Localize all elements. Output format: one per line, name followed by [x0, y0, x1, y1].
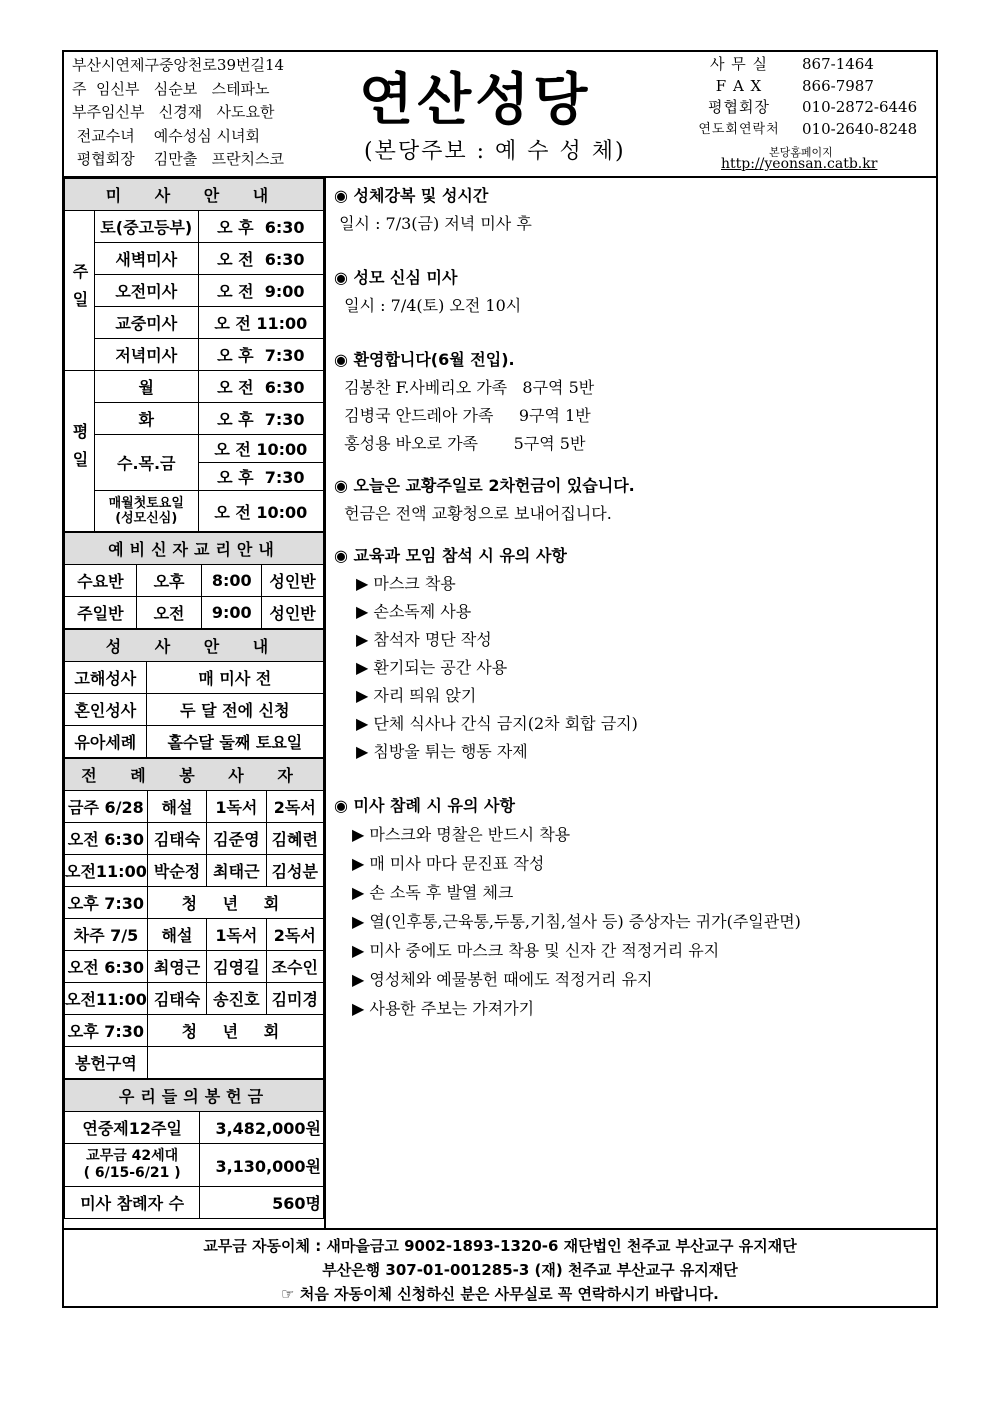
- liturgy-cell: 해설: [147, 791, 206, 823]
- notice-bullet: ▶ 매 미사 마다 문진표 작성: [352, 854, 545, 873]
- mass-name: 수.목.금: [94, 435, 198, 491]
- notices: [334, 182, 934, 1023]
- parish-info: [72, 54, 284, 172]
- liturgy-cell: 김준영: [207, 823, 266, 855]
- notice-line: 김병국 안드레아 가족 9구역 1반: [334, 406, 591, 425]
- contact-list: [684, 54, 934, 140]
- notice-line: 일시 : 7/4(토) 오전 10시: [334, 296, 522, 315]
- class-time: 8:00: [202, 565, 262, 597]
- class-ampm: 오후: [136, 565, 202, 597]
- offering-label: 연중제12주일: [65, 1112, 200, 1144]
- liturgy-cell: [147, 1047, 323, 1079]
- liturgy-cell: 2독서: [266, 791, 323, 823]
- liturgy-cell: 청 년 회: [147, 887, 323, 919]
- liturgy-cell: 오후 7:30: [65, 887, 148, 919]
- notice-meeting-rules: [334, 542, 934, 766]
- pastor-line: 주 임신부 심순보 스테파노: [72, 79, 270, 98]
- mass-name: 매월첫토요일 (성모신심): [94, 491, 198, 532]
- homepage-label: 본당홈페이지: [769, 146, 833, 159]
- sunday-label: 주일: [65, 211, 95, 371]
- liturgy-cell: 조수인: [266, 951, 323, 983]
- offering-amount: 3,130,000원: [200, 1144, 324, 1187]
- homepage-link[interactable]: http://yeonsan.catb.kr: [721, 156, 878, 172]
- footer-line: 교무금 자동이체 : 새마을금고 9002-1893-1320-6 재단법인 천주교 부산교구 유지재단: [203, 1237, 797, 1255]
- notice-title: ◉ 환영합니다(6월 전입).: [334, 350, 515, 369]
- notice-bullet: ▶ 단체 식사나 간식 금지(2차 회합 금지): [356, 714, 638, 733]
- offering-label: 미사 참례자 수: [65, 1187, 200, 1219]
- liturgy-cell: 김성분: [266, 855, 323, 887]
- notice-bullet: ▶ 손 소독 후 발열 체크: [352, 883, 514, 902]
- notice-title: ◉ 오늘은 교황주일로 2차헌금이 있습니다.: [334, 476, 635, 495]
- liturgy-cell: 오후 7:30: [65, 1015, 148, 1047]
- page-subtitle: (본당주보 : 예 수 성 체): [364, 139, 626, 164]
- notice-adoration: [334, 182, 934, 238]
- liturgy-cell: 해설: [147, 919, 206, 951]
- mass-name: 교중미사: [94, 307, 198, 339]
- sacrament-name: 고해성사: [65, 662, 147, 694]
- notice-title: ◉ 성체강복 및 성시간: [334, 186, 489, 205]
- notice-bullet: ▶ 마스크와 명찰은 반드시 착용: [352, 825, 571, 844]
- notice-bullet: ▶ 참석자 명단 작성: [356, 630, 492, 649]
- notice-title: ◉ 교육과 모임 참석 시 유의 사항: [334, 546, 567, 565]
- offering-section-title: 우리들의봉헌금: [65, 1080, 324, 1112]
- mass-name: 토(중고등부): [94, 211, 198, 243]
- liturgy-cell: 김영길: [207, 951, 266, 983]
- mass-name: 화: [94, 403, 198, 435]
- liturgy-cell: 청 년 회: [147, 1015, 323, 1047]
- bulletin-page: [62, 50, 938, 1308]
- sacrament-info: 두 달 전에 신청: [146, 694, 323, 726]
- notice-marian-mass: [334, 264, 934, 320]
- mass-time: 오 후 7:30: [198, 339, 323, 371]
- page-title: 연산성당: [359, 68, 592, 133]
- liturgy-cell: 1독서: [207, 919, 266, 951]
- contact-row: F A X 866-7987: [715, 76, 874, 95]
- liturgy-cell: 오전 6:30: [65, 951, 148, 983]
- mass-table: [64, 178, 324, 532]
- mass-time: 오 후 7:30: [198, 403, 323, 435]
- council-president-line: 평협회장 김만출 프란치스코: [72, 150, 285, 168]
- mass-time: 오 전 11:00: [198, 307, 323, 339]
- sacrament-section-title: 성 사 안 내: [65, 630, 324, 662]
- mass-time: 오 전 6:30: [198, 243, 323, 275]
- notice-title: ◉ 미사 참례 시 유의 사항: [334, 796, 515, 815]
- offering-amount: 3,482,000원: [200, 1112, 324, 1144]
- catechumen-table: [64, 532, 324, 629]
- notice-line: 김봉찬 F.사베리오 가족 8구역 5반: [334, 378, 595, 397]
- notice-title: ◉ 성모 신심 미사: [334, 268, 458, 287]
- mass-time: 오 후 7:30: [198, 463, 323, 491]
- notice-bullet: ▶ 손소독제 사용: [356, 602, 472, 621]
- notice-bullet: ▶ 영성체와 예물봉헌 때에도 적정거리 유지: [352, 970, 653, 989]
- sister-line: 전교수녀 예수성심 시녀회: [72, 126, 260, 145]
- mass-time: 오 전 9:00: [198, 275, 323, 307]
- liturgy-cell: 박순정: [147, 855, 206, 887]
- mass-name: 저녁미사: [94, 339, 198, 371]
- offering-label: 교무금 42세대 ( 6/15-6/21 ): [65, 1144, 200, 1187]
- class-name: 주일반: [65, 597, 137, 629]
- offering-amount: 560명: [200, 1187, 324, 1219]
- notice-mass-rules: [334, 792, 934, 1023]
- mass-time: 오 전 6:30: [198, 371, 323, 403]
- liturgy-cell: 송진호: [207, 983, 266, 1015]
- liturgy-cell: 김혜련: [266, 823, 323, 855]
- sacrament-name: 혼인성사: [65, 694, 147, 726]
- mass-time: 오 전 10:00: [198, 435, 323, 463]
- class-time: 9:00: [202, 597, 262, 629]
- notice-bullet: ▶ 열(인후통,근육통,두통,기침,설사 등) 증상자는 귀가(주일관면): [352, 912, 801, 931]
- mass-name: 월: [94, 371, 198, 403]
- liturgy-cell: 최태근: [207, 855, 266, 887]
- contact-row: 평협회장 010-2872-6446: [708, 98, 918, 116]
- footer-line: ☞ 처음 자동이체 신청하신 분은 사무실로 꼭 연락하시기 바랍니다.: [281, 1285, 719, 1303]
- notice-bullet: ▶ 미사 중에도 마스크 착용 및 신자 간 적정거리 유지: [352, 941, 720, 960]
- liturgy-cell: 차주 7/5: [65, 919, 148, 951]
- mass-time: 오 전 10:00: [198, 491, 323, 532]
- liturgy-cell: 금주 6/28: [65, 791, 148, 823]
- liturgy-cell: 2독서: [266, 919, 323, 951]
- footer: [64, 1228, 936, 1308]
- footer-line: 부산은행 307-01-001285-3 (재) 천주교 부산교구 유지재단: [322, 1261, 738, 1279]
- class-ampm: 오전: [136, 597, 202, 629]
- mass-name: 새벽미사: [94, 243, 198, 275]
- class-type: 성인반: [262, 597, 324, 629]
- notice-bullet: ▶ 마스크 착용: [356, 574, 456, 593]
- notice-line: 일시 : 7/3(금) 저녁 미사 후: [334, 214, 532, 233]
- liturgy-cell: 김미경: [266, 983, 323, 1015]
- notice-line: 헌금은 전액 교황청으로 보내어집니다.: [334, 504, 612, 523]
- assistant-pastor-line: 부주임신부 신경재 사도요한: [72, 103, 275, 121]
- left-column: [64, 178, 326, 1228]
- liturgy-cell: 오전 6:30: [65, 823, 148, 855]
- notice-welcome: [334, 346, 934, 458]
- notice-bullet: ▶ 환기되는 공간 사용: [356, 658, 508, 677]
- liturgy-table: [64, 758, 324, 1079]
- liturgy-section-title: 전 례 봉 사 자: [65, 759, 324, 791]
- liturgy-cell: 김태숙: [147, 983, 206, 1015]
- class-type: 성인반: [262, 565, 324, 597]
- class-name: 수요반: [65, 565, 137, 597]
- sacrament-info: 홀수달 둘째 토요일: [146, 726, 323, 758]
- liturgy-cell: 봉헌구역: [65, 1047, 148, 1079]
- header: [64, 52, 936, 178]
- notice-bullet: ▶ 자리 띄워 앉기: [356, 686, 477, 705]
- notice-bullet: ▶ 침방울 튀는 행동 자제: [356, 742, 528, 761]
- contact-row: 사 무 실 867-1464: [709, 55, 874, 73]
- liturgy-cell: 1독서: [207, 791, 266, 823]
- sacrament-name: 유아세례: [65, 726, 147, 758]
- catechumen-section-title: 예비신자교리안내: [65, 533, 324, 565]
- weekday-label: 평일: [65, 371, 95, 532]
- liturgy-cell: 오전11:00: [65, 855, 148, 887]
- liturgy-cell: 오전11:00: [65, 983, 148, 1015]
- mass-time: 오 후 6:30: [198, 211, 323, 243]
- notice-bullet: ▶ 사용한 주보는 가져가기: [352, 999, 535, 1018]
- notice-line: 홍성용 바오로 가족 5구역 5반: [334, 434, 586, 453]
- contact-row: 연도회연락처 010-2640-8248: [698, 119, 918, 138]
- address: 부산시연제구중앙천로39번길14: [72, 56, 285, 74]
- notice-papal-collection: [334, 472, 934, 528]
- sacrament-table: [64, 629, 324, 758]
- mass-section-title: 미 사 안 내: [65, 179, 324, 211]
- liturgy-cell: 김태숙: [147, 823, 206, 855]
- offering-table: [64, 1079, 324, 1219]
- mass-name: 오전미사: [94, 275, 198, 307]
- liturgy-cell: 최영근: [147, 951, 206, 983]
- sacrament-info: 매 미사 전: [146, 662, 323, 694]
